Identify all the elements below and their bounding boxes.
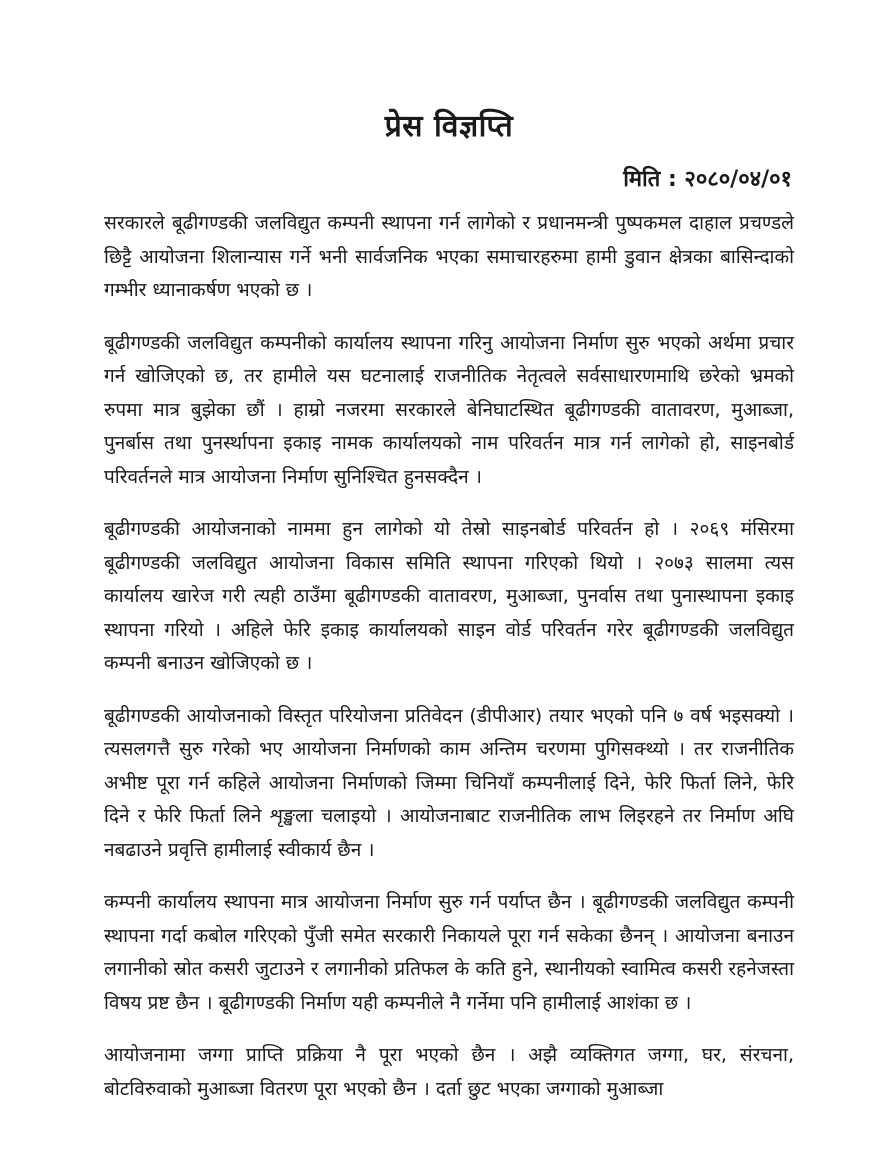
document-title: प्रेस विज्ञप्ति — [384, 109, 514, 144]
paragraph-5: कम्पनी कार्यालय स्थापना मात्र आयोजना निर्माण सुरु गर्न पर्याप्त छैन । बूढीगण्डकी जलविद्युत कम्पनी स्थापना गर्दा कबोल गरिएको पुँजी समेत सरकारी निकायले पूरा गर्न सकेका छैनन् । आयोजना बनाउन लगानीको स्रोत कसरी जुटाउने र लगानीको प्रतिफल के कति हुने, स्थानीयको स्वामित्व कसरी रहनेजस्ता विषय प्रष्ट छैन । बूढीगण्डकी निर्माण यही कम्पनीले नै गर्नेमा पनि हामीलाई आशंका छ । — [104, 891, 794, 1014]
paragraph-1: सरकारले बूढीगण्डकी जलविद्युत कम्पनी स्थापना गर्न लागेको र प्रधानमन्त्री पुष्पकमल दाहाल प्रचण्डले छिट्टै आयोजना शिलान्यास गर्ने भनी सार्वजनिक भएका समाचारहरुमा हामी डुवान क्षेत्रका बासिन्दाको गम्भीर ध्यानाकर्षण भएको छ । — [104, 212, 794, 301]
paragraph-4: बूढीगण्डकी आयोजनाको विस्तृत परियोजना प्रतिवेदन (डीपीआर) तयार भएको पनि ७ वर्ष भइसक्यो । त्यसलगत्तै सुरु गरेको भए आयोजना निर्माणको काम अन्तिम चरणमा पुगिसक्थ्यो । तर राजनीतिक अभीष्ट पूरा गर्न कहिले आयोजना निर्माणको जिम्मा चिनियाँ कम्पनीलाई दिने, फेरि फिर्ता लिने, फेरि दिने र फेरि फिर्ता लिने शृङ्खला चलाइयो । आयोजनाबाट राजनीतिक लाभ लिइरहने तर निर्माण अघि नबढाउने प्रवृत्ति हामीलाई स्वीकार्य छैन । — [104, 704, 794, 861]
paragraph-2: बूढीगण्डकी जलविद्युत कम्पनीको कार्यालय स्थापना गरिनु आयोजना निर्माण सुरु भएको अर्थमा प्रचार गर्न खोजिएको छ, तर हामीले यस घटनालाई राजनीतिक नेतृत्वले सर्वसाधारणमाथि छरेको भ्रमको रुपमा मात्र बुझेका छौं । हाम्रो नजरमा सरकारले बेनिघाटस्थित बूढीगण्डकी वातावरण, मुआब्जा, पुनर्बास तथा पुनर्स्थापना इकाइ नामक कार्यालयको नाम परिवर्तन मात्र गर्न लागेको हो, साइनबोर्ड परिवर्तनले मात्र आयोजना निर्माण सुनिश्चित हुनसक्दैन । — [104, 331, 794, 488]
paragraph-3: बूढीगण्डकी आयोजनाको नाममा हुन लागेको यो तेस्रो साइनबोर्ड परिवर्तन हो । २०६९ मंसिरमा बूढीगण्डकी जलविद्युत आयोजना विकास समिति स्थापना गरिएको थियो । २०७३ सालमा त्यस कार्यालय खारेज गरी त्यही ठाउँमा बूढीगण्डकी वातावरण, मुआब्जा, पुनर्वास तथा पुनास्थापना इकाइ स्थापना गरियो । अहिले फेरि इकाइ कार्यालयको साइन वोर्ड परिवर्तन गरेर बूढीगण्डकी जलविद्युत कम्पनी बनाउन खोजिएको छ । — [104, 518, 794, 674]
document-date: मिति : २०८०/०४/०१ — [623, 167, 792, 192]
paragraph-6: आयोजनामा जग्गा प्राप्ति प्रक्रिया नै पूरा भएको छैन । अझै व्यक्तिगत जग्गा, घर, संरचना, बोटविरुवाको मुआब्जा वितरण पूरा भएको छैन । दर्ता छुट भएका जग्गाको मुआब्जा — [104, 1044, 794, 1100]
